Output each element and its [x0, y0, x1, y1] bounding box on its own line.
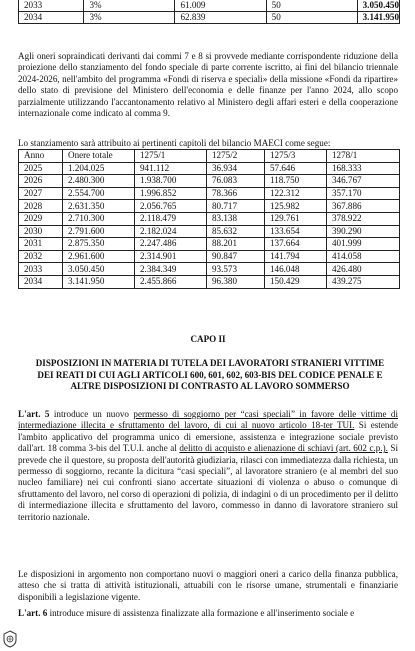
- article-5-underlined-permit: permesso di soggiorno per “casi speciali” in favore delle vittime di intermediazione illecita e sfruttamento del lavoro, di cui al nuovo articolo 18-ter TUI.: [18, 409, 398, 431]
- table-cell: 57.646: [265, 162, 327, 175]
- table-cell: 50: [266, 12, 357, 24]
- chapter-heading: DISPOSIZIONI IN MATERIA DI TUTELA DEI LAVORATORI STRANIERI VITTIME DEI REATI DI CUI AGLI ARTICOLI 600, 601, 602, 603-BIS DEL CODICE PENALE E ALTRE DISPOSIZIONI DI CONTRASTO AL LAVORO SOMMERSO: [35, 358, 385, 392]
- article-6-text: introduce misure di assistenza finalizzate alla formazione e all'inserimento sociale e: [47, 608, 355, 618]
- table-cell: 414.058: [327, 250, 400, 263]
- continuation-table: [18, 0, 400, 24]
- table-cell: 2.791.600: [63, 225, 135, 238]
- table-cell: 96.380: [207, 275, 265, 288]
- article-5-label: L'art. 5: [18, 409, 50, 419]
- table-row: [19, 250, 400, 263]
- table-cell: 2.480.300: [63, 175, 135, 188]
- allocation-intro: Lo stanziamento sarà attribuito ai pertinenti capitoli del bilancio MAECI come segue:: [18, 138, 331, 148]
- table-cell: 76.083: [207, 175, 265, 188]
- maeci-allocation-table: [18, 149, 400, 289]
- table-row: [19, 238, 400, 251]
- column-header: 1275/1: [135, 150, 207, 163]
- table-cell: 129.761: [265, 212, 327, 225]
- table-cell: 2.384.349: [135, 263, 207, 276]
- table-cell: 80.717: [207, 200, 265, 213]
- table-cell: 2.182.024: [135, 225, 207, 238]
- no-charges-paragraph: Le disposizioni in argomento non comportano nuovi o maggiori oneri a carico della finanza pubblica, atteso che si tratta di attività istituzionali, attuabili con le risorse umane, strumentali e finanziarie disponibili a legislazione vigente.: [18, 569, 398, 602]
- table-header-row: [19, 150, 400, 163]
- funding-paragraph: Agli oneri sopraindicati derivanti dai commi 7 e 8 si provvede mediante corrispondente riduzione della proiezione dello stanziamento del fondo speciale di parte corrente iscritto, ai fini del bilancio triennale 2024-2026, nell'ambito del programma «Fondi di riserva e speciali» della missione «Fondi da ripartire» dello stato di previsione del Ministero dell'economia e delle finanze per l'anno 2024, allo scopo parzialmente utilizzando l'accantonamento relativo al Ministero degli affari esteri e della cooperazione internazionale come indicato al comma 9.: [18, 51, 398, 119]
- table-cell: 439.275: [327, 275, 400, 288]
- column-header: 1275/2: [207, 150, 265, 163]
- table-cell: 146.048: [265, 263, 327, 276]
- table-row: [19, 263, 400, 276]
- column-header: 1278/1: [327, 150, 400, 163]
- article-5-underlined-crime: delitto di acquisto e alienazione di schiavi (art. 602 c.p.).: [179, 443, 388, 454]
- table-row: [19, 162, 400, 175]
- table-cell: 2.314.901: [135, 250, 207, 263]
- table-cell: 1.938.700: [135, 175, 207, 188]
- table-cell: 941.112: [135, 162, 207, 175]
- table-cell: 2033: [19, 0, 84, 12]
- column-header: Onere totale: [63, 150, 135, 163]
- column-header: Anno: [19, 150, 63, 163]
- table-cell: 3.050.450: [357, 0, 399, 12]
- table-cell: 2.875.350: [63, 238, 135, 251]
- table-cell: 78.366: [207, 187, 265, 200]
- column-header: 1275/3: [265, 150, 327, 163]
- table-cell: 88.201: [207, 238, 265, 251]
- table-cell: 426.480: [327, 263, 400, 276]
- table-row: [19, 275, 400, 288]
- table-cell: 401.999: [327, 238, 400, 251]
- table-cell: 1.996.852: [135, 187, 207, 200]
- table-cell: 133.654: [265, 225, 327, 238]
- article-5-text: Si prevede che il questore, su proposta dell'autorità giudiziaria, rilasci con immediatezza dalla richiesta, un permesso di soggiorno, recante la dicitura “casi speciali”, al lavoratore straniero (e al membri del suo nucleo familiare) nei cui confronti siano accertate situazioni di violenza o abuso o comunque di sfruttamento del lavoro, nel corso di operazioni di polizia, di indagini o di un procedimento per il delitto di intermediazione illecita e sfruttamento del lavoro, commesso in danno di lavoratore straniero sul territorio nazionale.: [18, 443, 398, 522]
- table-cell: 2031: [19, 238, 63, 251]
- table-cell: 36.934: [207, 162, 265, 175]
- table-cell: 2033: [19, 263, 63, 276]
- table-cell: 3.050.450: [63, 263, 135, 276]
- article-6-label: L'art. 6: [18, 608, 48, 618]
- table-row: [19, 0, 400, 12]
- table-cell: 2.455.866: [135, 275, 207, 288]
- table-cell: 83.138: [207, 212, 265, 225]
- table-cell: 2025: [19, 162, 63, 175]
- table-cell: 2029: [19, 212, 63, 225]
- table-row: [19, 225, 400, 238]
- table-cell: 390.290: [327, 225, 400, 238]
- article-5-paragraph: [18, 409, 398, 523]
- table-cell: 2.710.300: [63, 212, 135, 225]
- table-cell: 3.141.950: [63, 275, 135, 288]
- table-cell: 367.886: [327, 200, 400, 213]
- table-cell: 137.664: [265, 238, 327, 251]
- table-cell: 2.056.765: [135, 200, 207, 213]
- table-cell: 2034: [19, 12, 84, 24]
- table-row: [19, 200, 400, 213]
- article-5-text: Si estende l'ambito applicativo del programma unico di emersione, assistenza e integrazione sociale previsto dall'art. 18 comma 3-bis del T.U.I. anche al: [18, 420, 398, 454]
- table-cell: 2027: [19, 187, 63, 200]
- table-cell: 62.839: [175, 12, 266, 24]
- table-cell: 2034: [19, 275, 63, 288]
- table-row: [19, 212, 400, 225]
- article-6-paragraph: [18, 608, 398, 619]
- article-5-text: introduce un nuovo: [49, 409, 134, 419]
- table-cell: 2.554.700: [63, 187, 135, 200]
- table-row: [19, 12, 400, 24]
- table-cell: 125.982: [265, 200, 327, 213]
- table-cell: 1.204.025: [63, 162, 135, 175]
- table-cell: 3.141.950: [357, 12, 399, 24]
- table-cell: 2.247.486: [135, 238, 207, 251]
- table-cell: 93.573: [207, 263, 265, 276]
- table-cell: 141.794: [265, 250, 327, 263]
- emblem-icon: [2, 630, 18, 648]
- table-row: [19, 187, 400, 200]
- table-cell: 346.767: [327, 175, 400, 188]
- table-cell: 118.750: [265, 175, 327, 188]
- table-cell: 378.922: [327, 212, 400, 225]
- table-cell: 2.961.600: [63, 250, 135, 263]
- table-cell: 2026: [19, 175, 63, 188]
- table-cell: 168.333: [327, 162, 400, 175]
- table-row: [19, 175, 400, 188]
- table-cell: 61.009: [175, 0, 266, 12]
- table-cell: 2.118.479: [135, 212, 207, 225]
- chapter-title: CAPO II: [190, 334, 226, 344]
- table-cell: 357.170: [327, 187, 400, 200]
- table-cell: 150.429: [265, 275, 327, 288]
- table-cell: 3%: [84, 12, 175, 24]
- table-cell: 3%: [84, 0, 175, 12]
- table-cell: 85.632: [207, 225, 265, 238]
- table-cell: 2030: [19, 225, 63, 238]
- table-cell: 2032: [19, 250, 63, 263]
- table-cell: 122.312: [265, 187, 327, 200]
- table-cell: 50: [266, 0, 357, 12]
- table-cell: 2028: [19, 200, 63, 213]
- table-cell: 90.847: [207, 250, 265, 263]
- table-cell: 2.631.350: [63, 200, 135, 213]
